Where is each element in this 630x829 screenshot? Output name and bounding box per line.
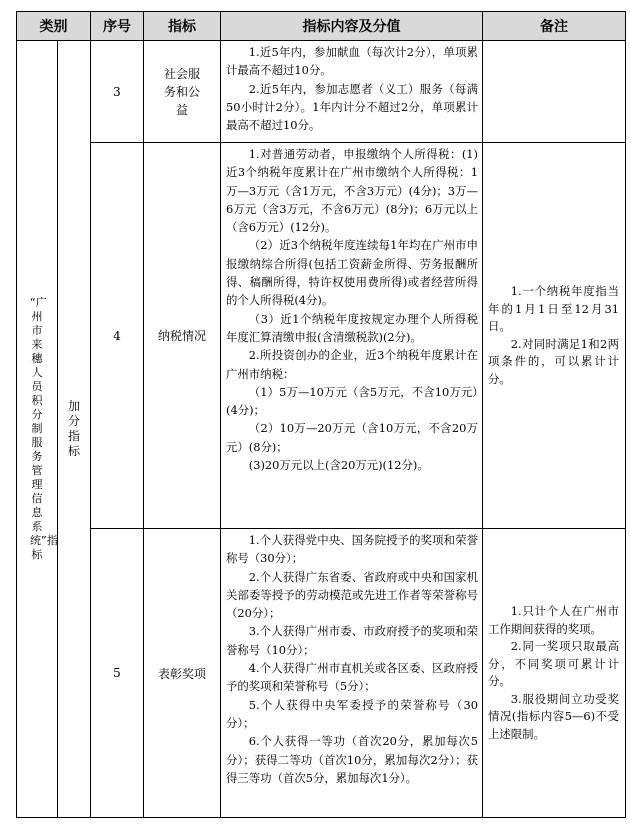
content-line: （3）近1个纳税年度按规定办理个人所得税年度汇算清缴申报(含清缴税款)(2分)。 — [226, 311, 478, 344]
indicator-cell: 表彰奖项 — [144, 529, 221, 818]
remark-line: 3.服役期间立功受奖情况(指标内容5—6)不受上述限制。 — [488, 691, 619, 741]
content-line: 5.个人获得中央军委授予的荣誉称号（30分）； — [226, 697, 478, 730]
seq-cell: 3 — [91, 41, 144, 143]
content-cell — [221, 143, 483, 529]
remarks-cell — [483, 143, 626, 529]
header-content: 指标内容及分值 — [221, 12, 483, 41]
content-line: （1）5万—10万元（含5万元，不含10万元）(4分)； — [226, 384, 478, 418]
content-line: 2.近5年内，参加志愿者（义工）服务（每满50小时计2分）。1年内计分不超过2分，单项累计最高不超过10分。 — [226, 81, 478, 133]
subcategory-text: 加分指标 — [67, 399, 80, 458]
content-line: （2）近3个纳税年度连续每1年均在广州市申报缴纳综合所得(包括工资薪金所得、劳务报酬所得、稿酬所得，特许权使用费所得)或者经营所得的个人所得税(4分)。 — [226, 238, 478, 308]
content-cell — [221, 41, 483, 143]
content-line: 1.对普通劳动者，申报缴纳个人所得税：(1)近3个纳税年度累计在广州市缴纳个人所得税：1万—3万元（含1万元，不含3万元）(4分)；3万—6万元（含3万元，不含6万元）(8分)；6万元以上（含6万元）(12分)。 — [226, 147, 478, 235]
content-line: 2.个人获得广东省委、省政府或中央和国家机关部委等授予的劳动模范或先进工作者等荣誉称号（20分）； — [226, 569, 478, 621]
category-cell — [17, 41, 58, 818]
indicator-text: 社会服务和公益 — [163, 66, 200, 117]
header-row — [17, 12, 626, 41]
remark-line: 2.对同时满足1和2两项条件的，可以累计计分。 — [488, 336, 619, 386]
remark-line: 1.一个纳税年度指当年的1月1日至12月31日。 — [488, 284, 619, 333]
table-row — [17, 529, 626, 818]
content-cell — [221, 529, 483, 818]
table-row — [17, 143, 626, 529]
indicator-cell — [144, 41, 221, 143]
remarks-cell — [483, 41, 626, 143]
seq-cell: 4 — [91, 143, 144, 529]
content-line: 4.个人获得广州市直机关或各区委、区政府授予的奖项和荣誉称号（5分）； — [226, 661, 478, 694]
indicator-cell: 纳税情况 — [144, 143, 221, 529]
table-row — [17, 41, 626, 143]
content-line: 1.近5年内，参加献血（每次计2分），单项累计最高不超过10分。 — [226, 45, 478, 78]
header-seq: 序号 — [91, 12, 144, 41]
content-line: 2.所投资创办的企业，近3个纳税年度累计在广州市纳税： — [226, 348, 478, 381]
content-line: （2）10万—20万元（含10万元，不含20万元）(8分)； — [226, 421, 478, 454]
seq-cell: 5 — [91, 529, 144, 818]
content-line: 6.个人获得一等功（首次20分，累加每次5分）；获得二等功（首次10分，累加每次2分）；获得三等功（首次5分，累加每次1分）。 — [226, 734, 478, 785]
content-line: (3)20万元以上(含20万元)(12分)。 — [248, 458, 429, 473]
remarks-cell — [483, 529, 626, 818]
category-main-text: “广州市来穗人员积分制服务管理信息系统”指标 — [30, 296, 58, 561]
subcategory-cell — [58, 41, 91, 818]
indicator-table — [16, 11, 626, 818]
content-line: 1.个人获得党中央、国务院授予的奖项和荣誉称号（30分）； — [226, 533, 478, 566]
remark-line: 1.只计个人在广州市工作期间获得的奖项。 — [488, 604, 619, 636]
header-remarks: 备注 — [483, 12, 626, 41]
content-line: 3.个人获得广州市委、市政府授予的奖项和荣誉称号（10分）； — [226, 624, 478, 657]
remark-line: 2.同一奖项只取最高分，不同奖项可累计计分。 — [488, 639, 619, 688]
header-indicator: 指标 — [144, 12, 221, 41]
header-category: 类别 — [17, 12, 91, 41]
